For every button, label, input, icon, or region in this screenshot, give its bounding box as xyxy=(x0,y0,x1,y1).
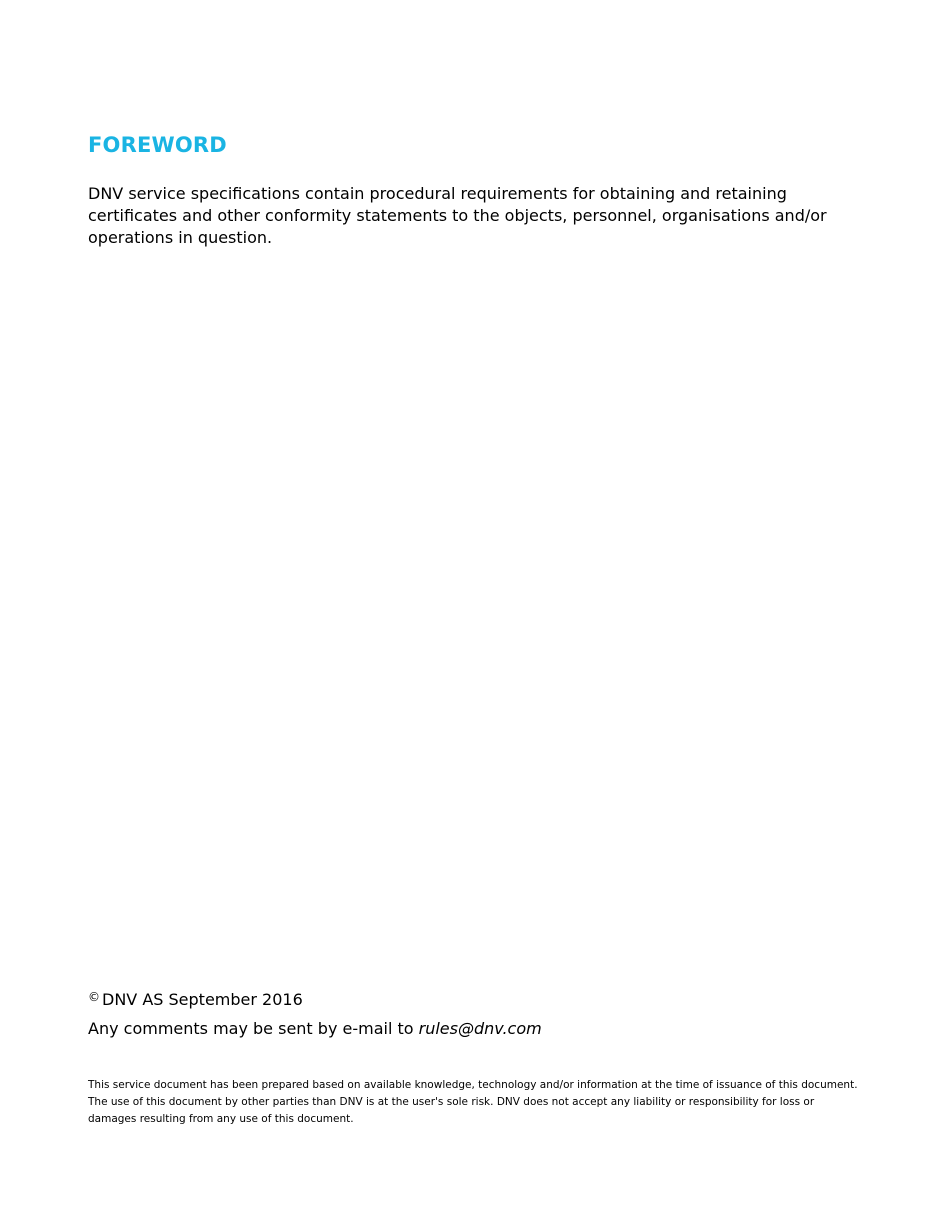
disclaimer-paragraph: This service document has been prepared based on available knowledge, technology and/or information at the time of issuance of this document. The use of this document by other parties than DNV is at the user's sole risk. DNV does not accept any liability or responsibility for loss or damages resulting from any use of this document. xyxy=(88,1079,858,1125)
comments-prefix: Any comments may be sent by e-mail to xyxy=(88,1019,419,1038)
email-link[interactable]: rules@dnv.com xyxy=(418,1019,542,1038)
copyright-symbol: © xyxy=(88,990,100,1004)
copyright-line xyxy=(88,987,303,1010)
copyright-text: DNV AS September 2016 xyxy=(102,990,303,1009)
foreword-paragraph: DNV service specifications contain procedural requirements for obtaining and retaining certificates and other conformity statements to the objects, personnel, organisations and/or operations in question. xyxy=(88,184,827,247)
comments-line xyxy=(88,1019,542,1039)
foreword-heading: FOREWORD xyxy=(88,133,227,157)
